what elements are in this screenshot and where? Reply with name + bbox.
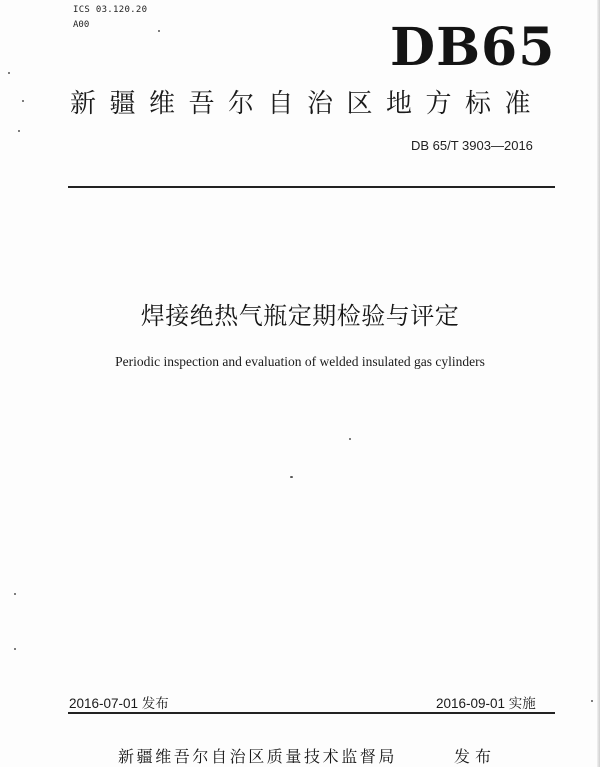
title-english: Periodic inspection and evaluation of welded insulated gas cylinders <box>115 354 485 369</box>
classification-code: A00 <box>73 20 90 30</box>
standard-logo: DB65 <box>390 17 556 78</box>
issuing-authority: 新疆维吾尔自治区质量技术监督局 <box>118 747 398 766</box>
scan-speck <box>14 648 16 650</box>
scan-speck <box>158 30 160 32</box>
publish-date: 2016-07-01 发布 <box>69 696 169 711</box>
scan-speck <box>349 438 351 440</box>
title-chinese: 焊接绝热气瓶定期检验与评定 <box>140 302 460 330</box>
top-divider <box>68 186 555 188</box>
scan-speck <box>14 593 16 595</box>
bottom-divider <box>68 712 555 714</box>
scan-speck <box>591 700 593 702</box>
ics-code: ICS 03.120.20 <box>73 5 148 15</box>
standard-number: DB 65/T 3903—2016 <box>411 138 533 153</box>
scan-speck <box>22 100 24 102</box>
scan-speck <box>18 130 20 132</box>
scan-speck <box>8 72 10 74</box>
standard-type-heading: 新疆维吾尔自治区地方标准 <box>70 89 545 119</box>
implement-date: 2016-09-01 实施 <box>436 696 536 711</box>
issue-label: 发布 <box>454 747 497 766</box>
scan-speck <box>290 476 293 478</box>
